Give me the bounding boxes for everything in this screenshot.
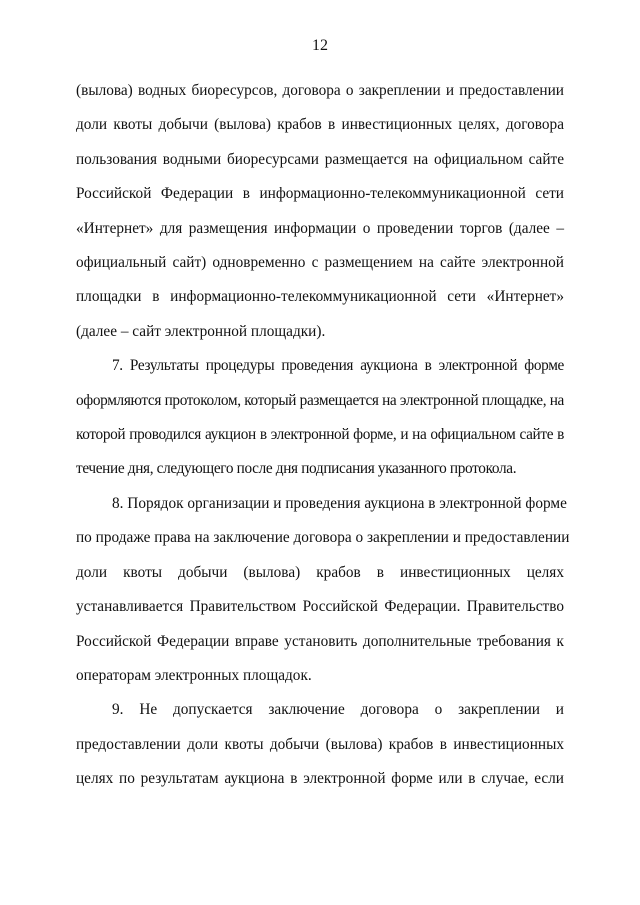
text-line: площадки в информационно-телекоммуникационной сети «Интернет»: [76, 288, 564, 306]
text-line: «Интернет» для размещения информации о проведении торгов (далее –: [76, 219, 564, 237]
text-line: доли квоты добычи (вылова) крабов в инвестиционных целях, договора: [76, 116, 564, 134]
page-number: 12: [312, 37, 328, 54]
text-line: по продаже права на заключение договора о закреплении и предоставлении: [76, 529, 570, 547]
text-line: 8. Порядок организации и проведения аукциона в электронной форме: [112, 494, 567, 512]
text-line: 7. Результаты процедуры проведения аукциона в электронной форме: [112, 357, 564, 375]
text-line: (вылова) водных биоресурсов, договора о закреплении и предоставлении: [76, 82, 564, 99]
text-line: которой проводился аукцион в электронной форме, и на официальном сайте в: [76, 426, 564, 444]
text-line: оформляются протоколом, который размещается на электронной площадке, на: [76, 391, 564, 409]
paragraph-item-9: [76, 693, 564, 796]
text-line: операторам электронных площадок.: [76, 666, 312, 684]
text-line: предоставлении доли квоты добычи (вылова) крабов в инвестиционных: [76, 735, 564, 753]
text-line: Российской Федерации в информационно-телекоммуникационной сети: [76, 185, 564, 203]
document-body: [76, 74, 570, 797]
text-line: официальный сайт) одновременно с размещением на сайте электронной: [76, 254, 564, 272]
text-line: (далее – сайт электронной площадки).: [76, 322, 326, 340]
text-line: доли квоты добычи (вылова) крабов в инвестиционных целях: [76, 563, 564, 581]
text-line: целях по результатам аукциона в электронной форме или в случае, если: [76, 770, 564, 788]
text-line: течение дня, следующего после дня подписания указанного протокола.: [76, 460, 517, 478]
text-line: Российской Федерации вправе установить дополнительные требования к: [76, 632, 564, 650]
text-line: пользования водными биоресурсами размещается на официальном сайте: [76, 150, 564, 168]
paragraph-item-7: [76, 349, 564, 487]
paragraph-item-8: [76, 487, 570, 693]
text-line: 9. Не допускается заключение договора о закреплении и: [112, 701, 564, 719]
paragraph-continuation: [76, 74, 564, 349]
text-line: устанавливается Правительством Российской Федерации. Правительство: [76, 598, 564, 616]
